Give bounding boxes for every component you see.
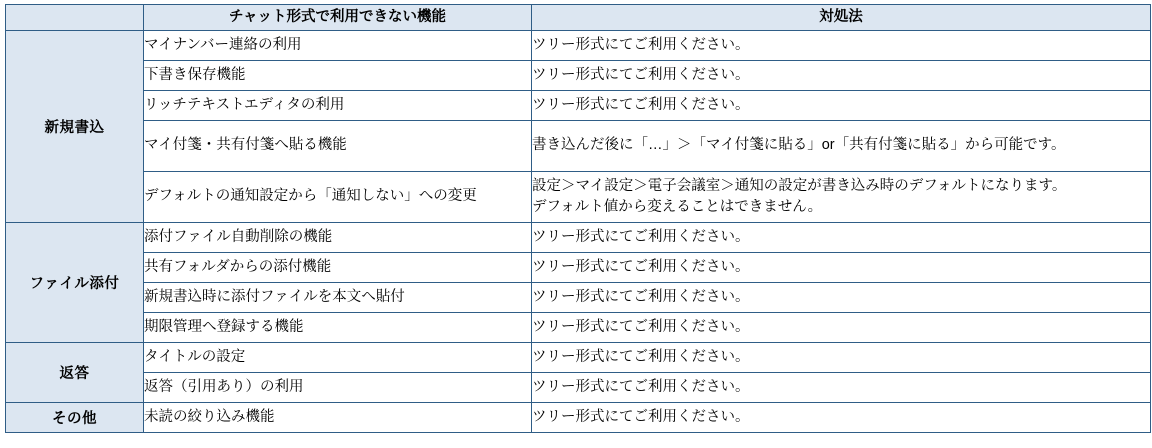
- action-cell: ツリー形式にてご利用ください。: [532, 91, 1151, 121]
- action-cell: ツリー形式にてご利用ください。: [532, 223, 1151, 253]
- action-cell: [532, 172, 1151, 223]
- feature-limitation-table: [5, 4, 1151, 433]
- action-cell: ツリー形式にてご利用ください。: [532, 253, 1151, 283]
- table-row: [6, 223, 1151, 253]
- feature-cell: マイ付箋・共有付箋へ貼る機能: [144, 121, 532, 172]
- feature-cell: タイトルの設定: [144, 343, 532, 373]
- table-row: [6, 172, 1151, 223]
- action-cell: ツリー形式にてご利用ください。: [532, 61, 1151, 91]
- header-action: 対処法: [532, 5, 1151, 31]
- table-row: [6, 253, 1151, 283]
- action-cell: ツリー形式にてご利用ください。: [532, 31, 1151, 61]
- group-label-cell: 返答: [6, 343, 144, 403]
- table-row: [6, 373, 1151, 403]
- feature-cell: マイナンバー連絡の利用: [144, 31, 532, 61]
- action-cell: ツリー形式にてご利用ください。: [532, 343, 1151, 373]
- feature-cell: 新規書込時に添付ファイルを本文へ貼付: [144, 283, 532, 313]
- feature-cell: 未読の絞り込み機能: [144, 403, 532, 433]
- table-row: [6, 313, 1151, 343]
- feature-cell: 共有フォルダからの添付機能: [144, 253, 532, 283]
- feature-cell: 添付ファイル自動削除の機能: [144, 223, 532, 253]
- feature-cell: 下書き保存機能: [144, 61, 532, 91]
- action-cell: 書き込んだ後に「…」＞「マイ付箋に貼る」or「共有付箋に貼る」から可能です。: [532, 121, 1151, 172]
- feature-cell: デフォルトの通知設定から「通知しない」への変更: [144, 172, 532, 223]
- action-cell: ツリー形式にてご利用ください。: [532, 403, 1151, 433]
- action-cell: ツリー形式にてご利用ください。: [532, 283, 1151, 313]
- feature-cell: 期限管理へ登録する機能: [144, 313, 532, 343]
- action-cell: ツリー形式にてご利用ください。: [532, 313, 1151, 343]
- group-label-cell: 新規書込: [6, 31, 144, 223]
- table-row: [6, 283, 1151, 313]
- table-body: [6, 31, 1151, 433]
- header-feature: チャット形式で利用できない機能: [144, 5, 532, 31]
- action-line-1: 設定＞マイ設定＞電子会議室＞通知の設定が書き込み時のデフォルトになります。: [532, 177, 1067, 194]
- table-row: [6, 121, 1151, 172]
- table-row: [6, 343, 1151, 373]
- feature-cell: 返答（引用あり）の利用: [144, 373, 532, 403]
- table-row: [6, 31, 1151, 61]
- table-row: [6, 403, 1151, 433]
- action-line-2: デフォルト値から変えることはできません。: [532, 199, 823, 215]
- group-label-cell: その他: [6, 403, 144, 433]
- group-label-cell: ファイル添付: [6, 223, 144, 343]
- table-row: [6, 61, 1151, 91]
- action-cell: ツリー形式にてご利用ください。: [532, 373, 1151, 403]
- table-row: [6, 91, 1151, 121]
- table-header-row: [6, 5, 1151, 31]
- feature-cell: リッチテキストエディタの利用: [144, 91, 532, 121]
- header-group: [6, 5, 144, 31]
